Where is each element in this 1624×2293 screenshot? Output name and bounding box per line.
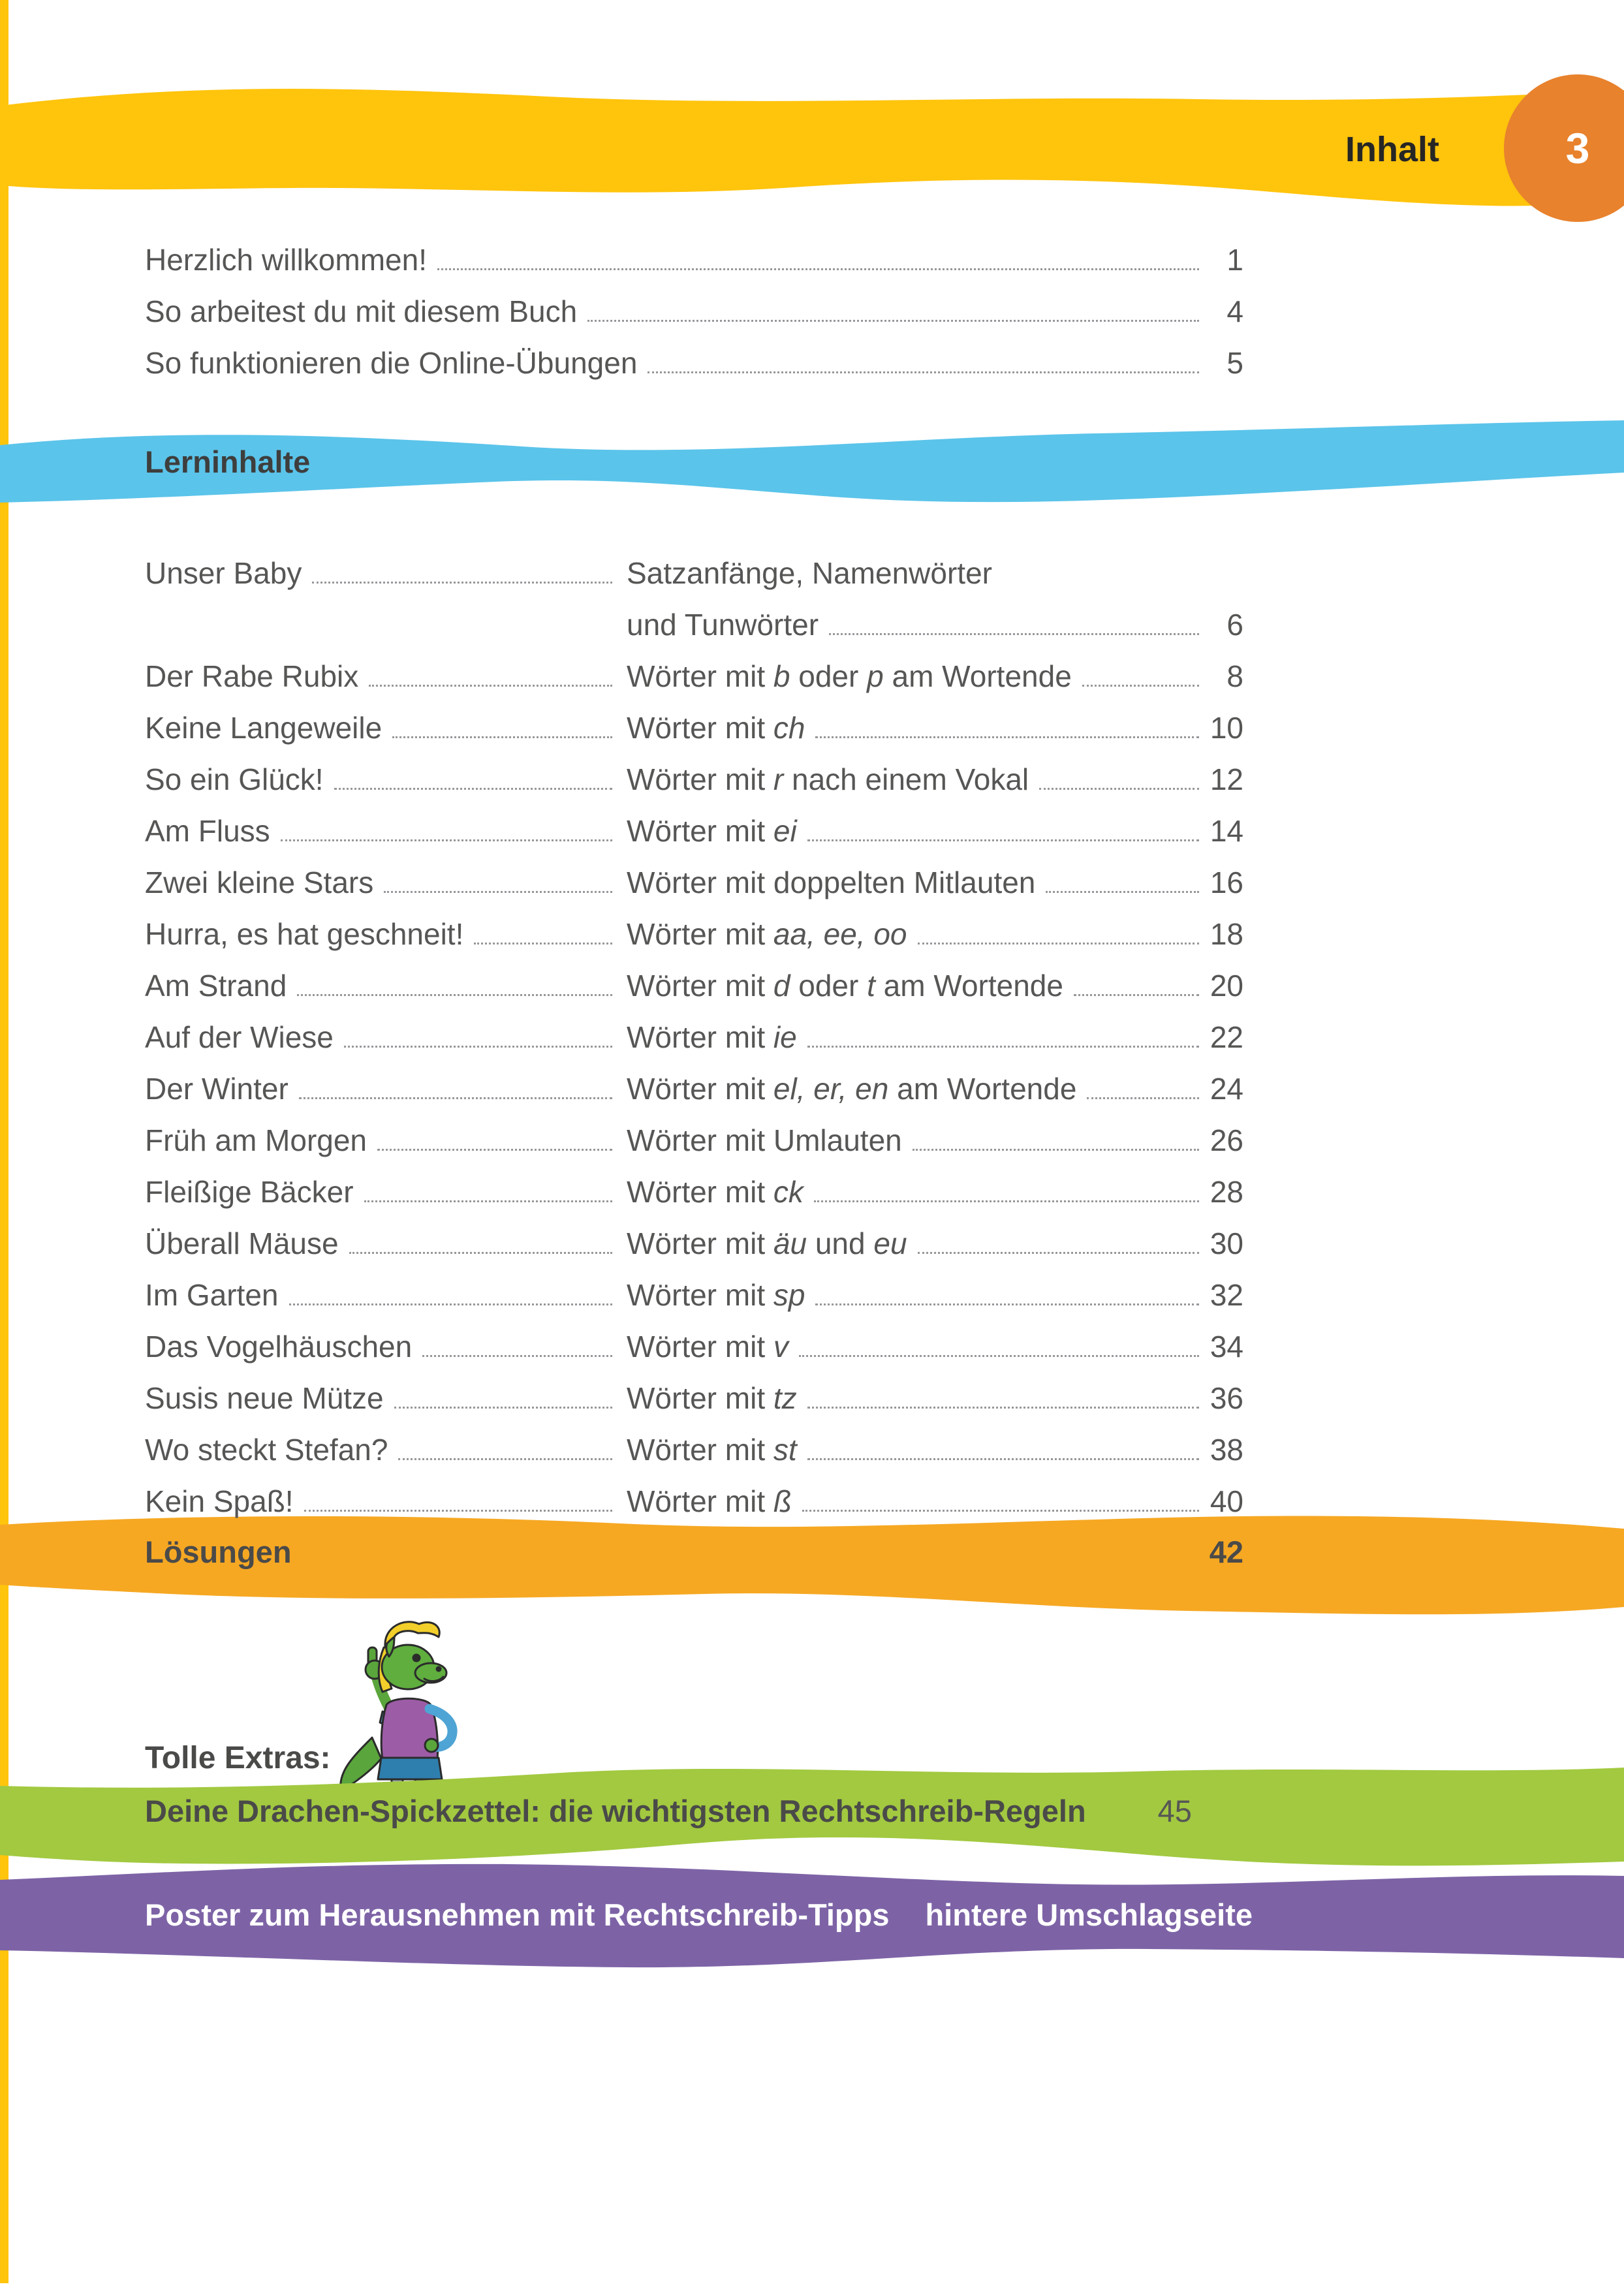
- toc-row-title: Keine Langeweile: [145, 710, 383, 745]
- poster-row: [145, 1897, 1385, 1933]
- toc-row: [0, 1372, 1624, 1424]
- dotted-leader: [815, 736, 1199, 738]
- toc-row-desc: [627, 1226, 907, 1261]
- intro-row-page: 5: [1226, 345, 1243, 380]
- toc-desc-text: Wörter mit: [627, 1484, 773, 1518]
- toc-row-title-cell: [145, 1071, 627, 1106]
- poster-pageref: hintere Umschlagseite: [925, 1897, 1253, 1932]
- toc-row-page: 34: [1210, 1329, 1243, 1364]
- toc-row-desc-cell: [627, 813, 1207, 849]
- toc-row-page: 20: [1210, 968, 1243, 1003]
- toc-row-desc-cell: [627, 762, 1207, 797]
- toc-row-page: 12: [1210, 762, 1243, 796]
- toc-row-page: 8: [1226, 659, 1243, 693]
- toc-desc-italic: ck: [773, 1174, 804, 1209]
- toc-row: [0, 599, 1624, 650]
- intro-row: [0, 285, 1624, 337]
- toc-row-desc-cell: [627, 607, 1207, 642]
- toc-desc-text: Wörter mit: [627, 659, 773, 693]
- toc-row-title-cell: [145, 865, 627, 900]
- toc-row-desc: [627, 762, 1029, 797]
- dotted-leader: [394, 1407, 612, 1409]
- toc-row: [0, 908, 1624, 959]
- dotted-leader: [334, 788, 612, 790]
- toc-desc-text: Satzanfänge, Namenwörter: [627, 555, 992, 590]
- toc-row-desc-cell: [627, 916, 1207, 952]
- dotted-leader: [807, 1046, 1199, 1048]
- toc-row-title: Auf der Wiese: [145, 1020, 334, 1054]
- toc-desc-text: Wörter mit: [627, 916, 773, 951]
- toc-desc-text: Wörter mit: [627, 813, 773, 848]
- toc-row-desc-cell: [627, 1020, 1207, 1055]
- toc-row: [0, 547, 1624, 599]
- toc-row-title-cell: [145, 710, 627, 745]
- poster-label: Poster zum Herausnehmen mit Rechtschreib-Tipps: [145, 1897, 890, 1932]
- toc-row: [0, 1424, 1624, 1475]
- toc-row-desc: [627, 710, 805, 745]
- toc-desc-text: nach einem Vokal: [783, 762, 1029, 796]
- dotted-leader: [364, 1200, 612, 1202]
- toc-row: [0, 650, 1624, 702]
- toc-row: [0, 1475, 1624, 1527]
- toc-row-title-cell: [145, 1329, 627, 1364]
- dotted-leader: [344, 1046, 612, 1048]
- toc-desc-text: Wörter mit: [627, 1380, 773, 1415]
- toc-row-desc: [627, 1020, 797, 1055]
- dotted-leader: [829, 633, 1199, 635]
- toc-desc-italic: äu: [773, 1226, 807, 1260]
- toc-row-desc-cell: [627, 865, 1207, 900]
- toc-desc-italic: ß: [773, 1484, 792, 1518]
- toc-desc-text: und: [807, 1226, 874, 1260]
- page-title: Inhalt: [1345, 130, 1439, 169]
- toc-desc-italic: ei: [773, 813, 797, 848]
- toc-row-title: Hurra, es hat geschneit!: [145, 916, 464, 951]
- dotted-leader: [384, 891, 612, 893]
- toc-row-desc-cell: [627, 1226, 1207, 1261]
- toc-row: [0, 1269, 1624, 1320]
- toc-row-title-cell: [145, 1174, 627, 1209]
- toc-row-page: 38: [1210, 1432, 1243, 1467]
- toc-desc-italic: aa, ee, oo: [773, 916, 907, 951]
- toc-row-title: Im Garten: [145, 1277, 279, 1312]
- toc-desc-italic: ch: [773, 710, 805, 745]
- dotted-leader: [913, 1149, 1199, 1151]
- dotted-leader: [297, 994, 612, 996]
- toc-row: [0, 856, 1624, 908]
- intro-list: [0, 234, 1624, 388]
- section-title: Lerninhalte: [145, 445, 311, 479]
- dotted-leader: [304, 1510, 612, 1512]
- toc-row-page: 24: [1210, 1071, 1243, 1106]
- dotted-leader: [814, 1200, 1199, 1202]
- dotted-leader: [474, 943, 612, 944]
- dotted-leader: [648, 371, 1199, 373]
- intro-row: [0, 337, 1624, 388]
- dotted-leader: [349, 1252, 612, 1254]
- dotted-leader: [807, 1407, 1199, 1409]
- toc-desc-italic: p: [867, 659, 884, 693]
- toc-row-title: Das Vogelhäuschen: [145, 1329, 413, 1364]
- toc-row-title-cell: [145, 659, 627, 694]
- toc-row-desc: [627, 607, 819, 642]
- toc-row-title-cell: [145, 1484, 627, 1519]
- dotted-leader: [437, 268, 1199, 270]
- toc-desc-text: Wörter mit Umlauten: [627, 1123, 902, 1157]
- toc-desc-text: Wörter mit: [627, 1174, 773, 1209]
- toc-desc-text: Wörter mit: [627, 762, 773, 796]
- toc-row: [0, 1114, 1624, 1166]
- dotted-leader: [1074, 994, 1199, 996]
- toc-row: [0, 1063, 1624, 1114]
- toc-row-desc: [627, 813, 797, 849]
- toc-row-desc: [627, 865, 1035, 900]
- intro-row-label: So arbeitest du mit diesem Buch: [145, 294, 578, 328]
- dotted-leader: [398, 1458, 612, 1460]
- toc-row-page: 26: [1210, 1123, 1243, 1157]
- extras-heading: Tolle Extras:: [145, 1741, 331, 1775]
- toc-row-title: Unser Baby: [145, 555, 302, 590]
- toc-desc-text: und Tunwörter: [627, 607, 819, 642]
- dotted-leader: [312, 582, 612, 584]
- toc-row-desc-cell: [627, 659, 1207, 694]
- toc-row-title-cell: [145, 762, 627, 797]
- intro-row-page: 1: [1226, 242, 1243, 277]
- toc-row-title: Der Rabe Rubix: [145, 659, 359, 693]
- toc-desc-italic: tz: [773, 1380, 797, 1415]
- toc-desc-text: Wörter mit: [627, 1226, 773, 1260]
- toc-row-page: 36: [1210, 1380, 1243, 1415]
- toc-row-title: Der Winter: [145, 1071, 289, 1106]
- dotted-leader: [815, 1303, 1199, 1305]
- toc-desc-italic: st: [773, 1432, 797, 1467]
- intro-row-label: So funktionieren die Online-Übungen: [145, 345, 638, 380]
- toc-row-desc-cell: [627, 1432, 1207, 1467]
- toc-row-title-cell: [145, 1277, 627, 1313]
- toc-row-desc-cell: [627, 1071, 1207, 1106]
- toc-row-title: So ein Glück!: [145, 762, 324, 796]
- toc-desc-italic: t: [867, 968, 875, 1003]
- toc-desc-text: am Wortende: [888, 1071, 1077, 1106]
- dotted-leader: [392, 736, 612, 738]
- toc-row-desc: [627, 968, 1063, 1003]
- toc-row-title-cell: [145, 1020, 627, 1055]
- toc-row-desc-cell: [627, 1329, 1207, 1364]
- toc-row-desc: [627, 1432, 797, 1467]
- toc-row: [0, 753, 1624, 805]
- dotted-leader: [299, 1097, 612, 1099]
- toc-desc-italic: b: [773, 659, 790, 693]
- dotted-leader: [1087, 1097, 1199, 1099]
- dotted-leader: [802, 1510, 1199, 1512]
- dotted-leader: [918, 943, 1199, 944]
- toc-row-page: 16: [1210, 865, 1243, 899]
- toc-row-title-cell: [145, 916, 627, 952]
- toc-row-title-cell: [145, 813, 627, 849]
- toc-row-page: 32: [1210, 1277, 1243, 1312]
- toc-row-title: Am Fluss: [145, 813, 270, 848]
- toc-desc-text: am Wortende: [883, 659, 1072, 693]
- toc-desc-text: Wörter mit: [627, 1329, 773, 1364]
- toc-row-page: 6: [1226, 607, 1243, 642]
- toc-row-title: Am Strand: [145, 968, 287, 1003]
- page-number: 3: [1565, 124, 1590, 172]
- dotted-leader: [807, 1458, 1199, 1460]
- toc-desc-text: Wörter mit: [627, 968, 773, 1003]
- toc-desc-italic: d: [773, 968, 790, 1003]
- toc-row-title-cell: [145, 1432, 627, 1467]
- toc-row-desc: [627, 1123, 902, 1158]
- toc-desc-text: Wörter mit: [627, 710, 773, 745]
- toc-desc-text: Wörter mit: [627, 1277, 773, 1312]
- dotted-leader: [1039, 788, 1199, 790]
- toc-row-title: Zwei kleine Stars: [145, 865, 374, 899]
- toc-row-page: 14: [1210, 813, 1243, 848]
- toc-row: [0, 959, 1624, 1011]
- toc-desc-italic: ie: [773, 1020, 797, 1054]
- dotted-leader: [369, 685, 612, 687]
- toc-row-title: Wo steckt Stefan?: [145, 1432, 388, 1467]
- toc-row-title-cell: [145, 1380, 627, 1416]
- toc-row-desc-cell: [627, 1380, 1207, 1416]
- solutions-page: 42: [1209, 1535, 1243, 1569]
- toc-row-desc-cell: [627, 555, 1243, 591]
- toc-row-title: Überall Mäuse: [145, 1226, 339, 1260]
- toc-row-title-cell: [145, 1123, 627, 1158]
- toc-desc-italic: sp: [773, 1277, 805, 1312]
- toc-desc-text: am Wortende: [875, 968, 1063, 1003]
- dotted-leader: [587, 320, 1199, 322]
- solutions-row: [145, 1534, 1243, 1570]
- dotted-leader: [918, 1252, 1199, 1254]
- toc-row: [0, 1217, 1624, 1269]
- toc-desc-text: Wörter mit: [627, 1020, 773, 1054]
- toc-row-title: Susis neue Mütze: [145, 1380, 384, 1415]
- toc-row-desc-cell: [627, 968, 1207, 1003]
- toc-row: [0, 1166, 1624, 1217]
- toc-row-page: 30: [1210, 1226, 1243, 1260]
- dotted-leader: [807, 839, 1199, 841]
- dotted-leader: [377, 1149, 612, 1151]
- toc-desc-text: Wörter mit: [627, 1432, 773, 1467]
- dotted-leader: [289, 1303, 612, 1305]
- cheatsheet-page: 45: [1157, 1794, 1192, 1828]
- toc-row: [0, 1011, 1624, 1063]
- toc-row-desc: [627, 1174, 804, 1209]
- cheatsheet-label: Deine Drachen-Spickzettel: die wichtigsten Rechtschreib-Regeln: [145, 1794, 1086, 1828]
- toc-row-title: Früh am Morgen: [145, 1123, 367, 1157]
- toc-row-desc: [627, 659, 1072, 694]
- toc-row-page: 18: [1210, 916, 1243, 951]
- toc-desc-italic: eu: [873, 1226, 907, 1260]
- toc-row-desc-cell: [627, 1123, 1207, 1158]
- toc-row-title-cell: [145, 1226, 627, 1261]
- toc-desc-italic: el, er, en: [773, 1071, 889, 1106]
- solutions-label: Lösungen: [145, 1535, 292, 1569]
- toc-row-desc: [627, 1277, 805, 1313]
- dotted-leader: [422, 1355, 612, 1357]
- dotted-leader: [281, 839, 612, 841]
- toc-row-desc: [627, 1329, 789, 1364]
- toc-row-desc: [627, 1484, 792, 1519]
- toc-row-desc: [627, 1071, 1076, 1106]
- toc-row-page: 40: [1210, 1484, 1243, 1518]
- toc-row-title-cell: [145, 555, 627, 591]
- toc-row-desc: [627, 1380, 797, 1416]
- toc-row-page: 10: [1210, 710, 1243, 745]
- toc-row-title: Kein Spaß!: [145, 1484, 294, 1518]
- toc-row-title: Fleißige Bäcker: [145, 1174, 354, 1209]
- intro-row-page: 4: [1226, 294, 1243, 328]
- toc-row-title-cell: [145, 968, 627, 1003]
- toc-desc-text: oder: [790, 659, 867, 693]
- dotted-leader: [799, 1355, 1199, 1357]
- toc-row-desc: [627, 916, 907, 952]
- dotted-leader: [1046, 891, 1199, 893]
- toc-row-desc-cell: [627, 1484, 1207, 1519]
- toc-desc-text: Wörter mit: [627, 1071, 773, 1106]
- toc-row: [0, 1320, 1624, 1372]
- toc-row-page: 22: [1210, 1020, 1243, 1054]
- intro-row: [0, 234, 1624, 285]
- toc-row-desc-cell: [627, 710, 1207, 745]
- intro-row-label: Herzlich willkommen!: [145, 242, 427, 277]
- toc-row-desc-cell: [627, 1174, 1207, 1209]
- toc-desc-italic: r: [773, 762, 784, 796]
- dotted-leader: [1082, 685, 1199, 687]
- toc-row: [0, 702, 1624, 753]
- toc-row-desc: [627, 555, 992, 591]
- toc-desc-text: Wörter mit doppelten Mitlauten: [627, 865, 1036, 899]
- toc-list: [0, 547, 1624, 1527]
- toc-desc-italic: v: [773, 1329, 789, 1364]
- toc-desc-text: oder: [790, 968, 867, 1003]
- toc-row-page: 28: [1210, 1174, 1243, 1209]
- toc-row: [0, 805, 1624, 856]
- cheatsheet-row: [145, 1793, 1243, 1829]
- toc-row-desc-cell: [627, 1277, 1207, 1313]
